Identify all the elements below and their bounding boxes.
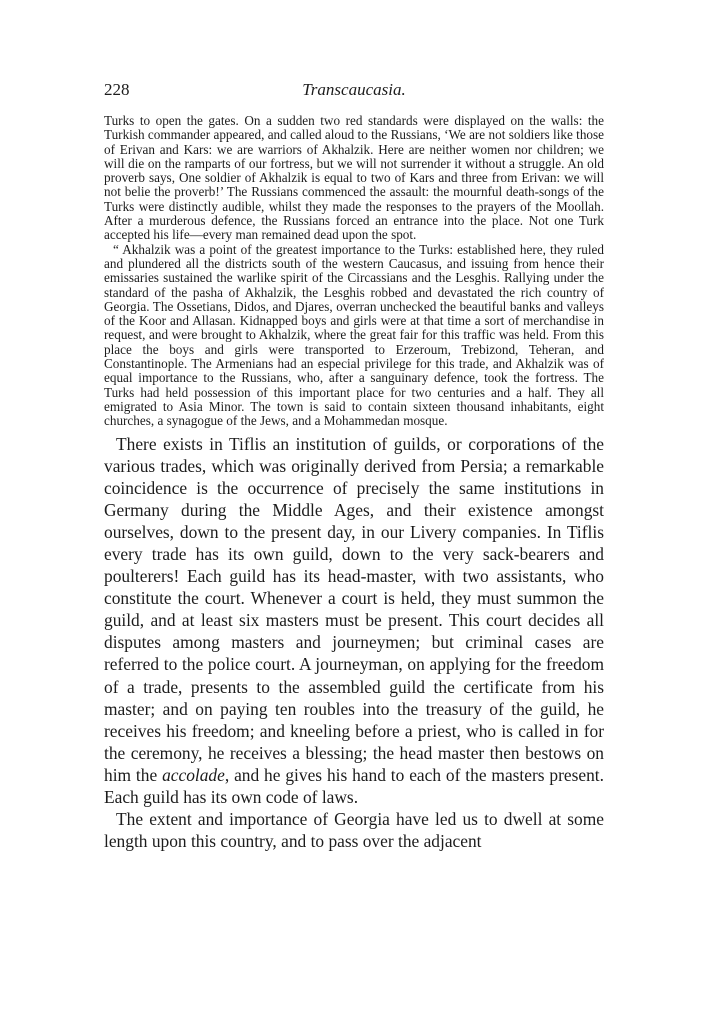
quote-paragraph-2: “ Akhalzik was a point of the greatest importance to the Turks: established here, they ruled and plundered all the districts south of the western Caucasus, and issuing from hence their emissaries sustained the warlike spirit of the Circassians and the Lesghis. Rallying under the standard of the pasha of Akhalzik, the Lesghis robbed and devastated the rich country of Georgia. The Ossetians, Didos, and Djares, overran unchecked the beautiful banks and valleys of the Koor and Allasan. Kidnapped boys and girls were at that time a sort of merchandise in request, and were brought to Akhalzik, where the great fair for this traffic was held. From this place the boys and girls were transported to Erzeroum, Trebizond, Teheran, and Constantinople. The Armenians had an especial privilege for this trade, and Akhalzik was of equal importance to the Russians, who, after a sanguinary defence, took the fortress. The Turks had held possession of this important place for two centuries and a half. They all emigrated to Asia Minor. The town is said to contain sixteen thousand inhabitants, eight churches, a synagogue of the Jews, and a Mohammedan mosque. (104, 241, 604, 429)
quote-paragraph-1: Turks to open the gates. On a sudden two red standards were displayed on the walls: the Turkish commander appeared, and called aloud to the Russians, ‘We are not soldiers like those of Erivan and Kars: we are warriors of Akhalzik. Here are neither women nor children; we will die on the ramparts of our fortress, but we will not surrender it without a struggle. An old proverb says, One soldier of Akhalzik is equal to two of Kars and three from Erivan: we will not belie the proverb!’ The Russians commenced the assault: the mournful death-songs of the Turks were distinctly audible, whilst they made the responses to the prayers of the Moollah. After a murderous defence, the Russians forced an entrance into the place. Not one Turk accepted his life—every man remained dead upon the spot. (104, 113, 604, 243)
body-text-run: , and he gives his hand to each of the masters present. Each guild has its own code of laws. (104, 764, 604, 808)
page-header (104, 80, 604, 104)
running-title: Transcaucasia. (302, 80, 406, 99)
book-page (104, 80, 604, 852)
body-paragraph-georgia: The extent and importance of Georgia have led us to dwell at some length upon this country, and to pass over the adjacent (104, 809, 604, 852)
page-number: 228 (104, 80, 130, 99)
italic-term-accolade: accolade (162, 764, 225, 785)
body-paragraph-guilds (104, 433, 604, 809)
body-text-run: There exists in Tiflis an institution of guilds, or corporations of the various trades, which was originally derived from Persia; a remarkable coincidence is the occurrence of precisely the same institutions in Germany during the Middle Ages, and their existence amongst ourselves, down to the present day, in our Livery companies. In Tiflis every trade has its own guild, down to the very sack-bearers and poulterers! Each guild has its head-master, with two assistants, who constitute the court. Whenever a court is held, they must summon the guild, and at least six masters must be present. This court decides all disputes among masters and journeymen; but criminal cases are referred to the police court. A journeyman, on applying for the freedom of a trade, presents to the assembled guild the certificate from his master; and on paying ten roubles into the treasury of the guild, he receives his freedom; and kneeling before a priest, who is called in for the ceremony, he receives a blessing; the head master then bestows on him the (104, 433, 604, 785)
